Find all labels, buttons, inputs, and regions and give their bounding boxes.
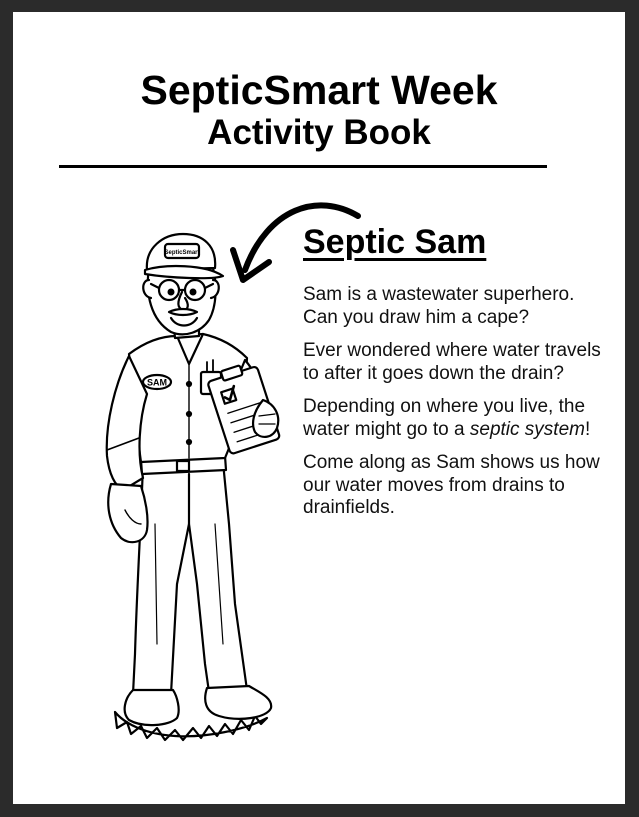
paragraph-cape: Sam is a wastewater superhero. Can you draw him a cape? xyxy=(303,284,575,328)
septic-system-term: septic system xyxy=(469,418,585,440)
paragraph-septic-start: Depending on where you live, the water might go to a xyxy=(303,396,586,440)
shirt-badge-text: SAM xyxy=(147,377,167,388)
paragraph-drain: Ever wondered where water travels to after it goes down the drain? xyxy=(303,340,601,384)
right-shoe xyxy=(205,686,271,719)
character-heading: Septic Sam xyxy=(303,223,487,261)
title-divider xyxy=(59,165,547,168)
left-glove xyxy=(108,484,147,542)
cap-badge-text: SepticSmart xyxy=(164,250,200,256)
paragraph-journey: Come along as Sam shows us how our water moves from drains to drainfields. xyxy=(303,452,600,518)
intro-text xyxy=(303,284,603,531)
paragraph-septic-end: ! xyxy=(584,418,591,440)
left-shoe xyxy=(125,690,179,725)
page-subtitle: Activity Book xyxy=(207,113,431,152)
activity-book-page xyxy=(13,12,625,804)
paragraph-septic xyxy=(303,396,603,441)
septic-sam-illustration xyxy=(85,224,285,754)
page-title: SepticSmart Week xyxy=(140,67,498,113)
